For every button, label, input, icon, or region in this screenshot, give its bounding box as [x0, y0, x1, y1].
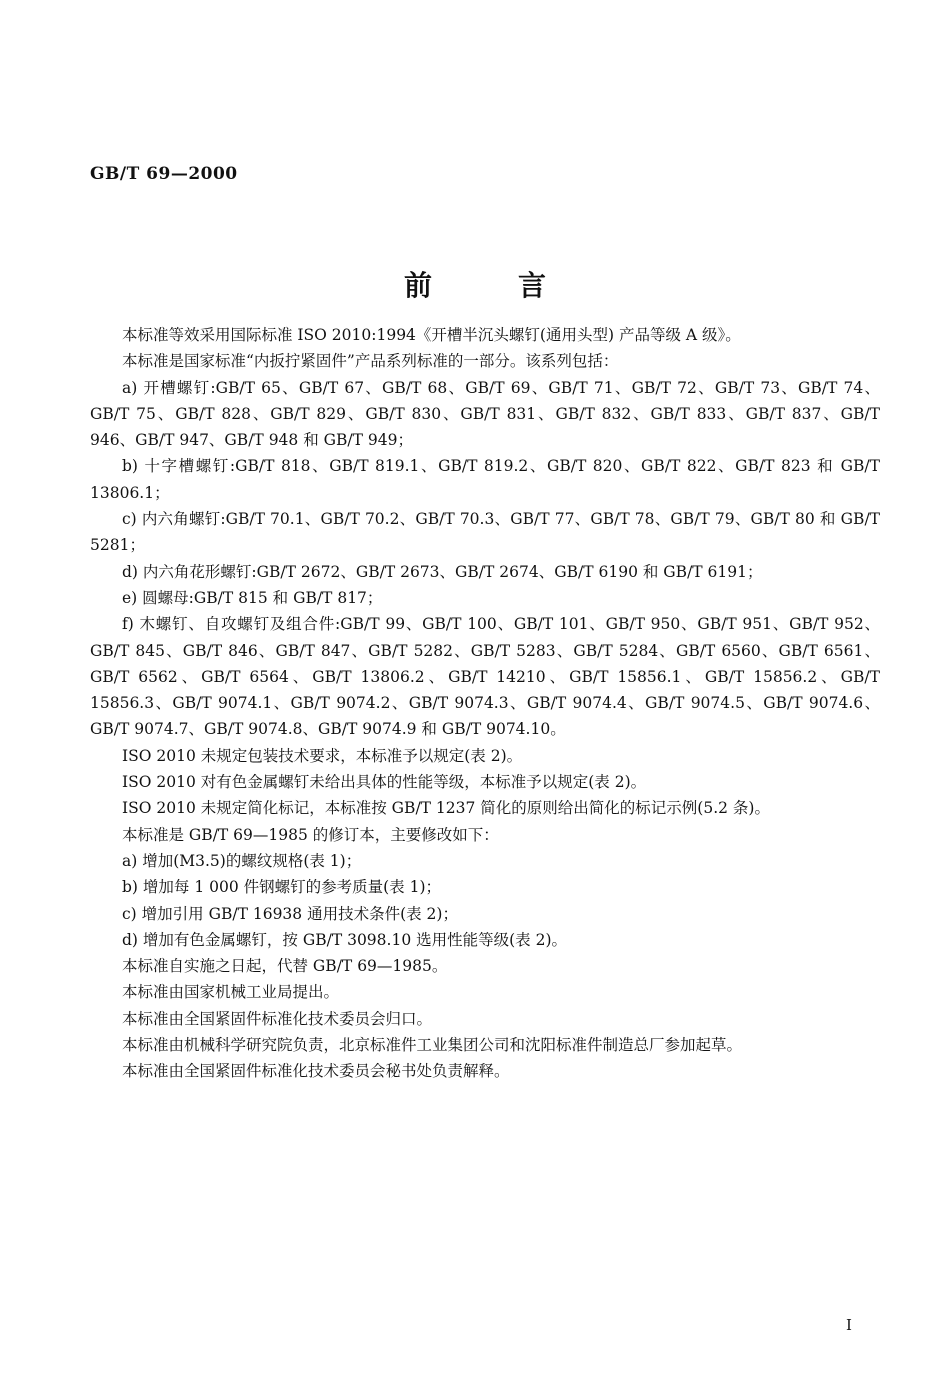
paragraph-drafted-by: 本标准由机械科学研究院负责，北京标准件工业集团公司和沈阳标准件制造总厂参加起草。 — [122, 1036, 743, 1055]
paragraph-replaces: 本标准自实施之日起，代替 GB/T 69—1985。 — [122, 957, 448, 976]
paragraph-proposed-by: 本标准由国家机械工业局提出。 — [122, 983, 340, 1002]
list-item-hexalobular-socket-screws: d) 内六角花形螺钉:GB/T 2672、GB/T 2673、GB/T 2674、GB/T 6190 和 GB/T 6191； — [122, 562, 763, 581]
list-item-hexagon-socket-screws: c) 内六角螺钉:GB/T 70.1、GB/T 70.2、GB/T 70.3、GB/T 77、GB/T 78、GB/T 79、GB/T 80 和 GB/T 5281； — [90, 510, 880, 555]
page-number: I — [846, 1316, 852, 1334]
list-item-round-nuts: e) 圆螺母:GB/T 815 和 GB/T 817； — [122, 588, 383, 607]
list-item-change-b: b) 增加每 1 000 件钢螺钉的参考质量(表 1)； — [122, 878, 442, 897]
list-item-cross-recessed-screws: b) 十字槽螺钉:GB/T 818、GB/T 819.1、GB/T 819.2、GB/T 820、GB/T 822、GB/T 823 和 GB/T 13806.1； — [90, 457, 880, 502]
foreword-body — [90, 322, 880, 1085]
list-item-slotted-screws: a) 开槽螺钉:GB/T 65、GB/T 67、GB/T 68、GB/T 69、GB/T 71、GB/T 72、GB/T 73、GB/T 74、GB/T 75、GB/T 828、GB/T 829、GB/T 830、GB/T 831、GB/T 832、GB/T 833、GB/T 837、GB/T 946、GB/T 947、GB/T 948 和 GB/T 949； — [90, 378, 880, 450]
standard-code: GB/T 69—2000 — [90, 164, 238, 184]
page-title: 前言 — [403, 269, 632, 302]
paragraph-adoption: 本标准等效采用国际标准 ISO 2010:1994《开槽半沉头螺钉(通用头型) 产品等级 A 级》。 — [122, 326, 741, 344]
paragraph-series-intro: 本标准是国家标准“内扳拧紧固件”产品系列标准的一部分。该系列包括： — [122, 352, 619, 371]
paragraph-marking: ISO 2010 未规定简化标记，本标准按 GB/T 1237 简化的原则给出简化的标记示例(5.2 条)。 — [122, 799, 770, 818]
list-item-wood-tapping-screws: f) 木螺钉、自攻螺钉及组合件:GB/T 99、GB/T 100、GB/T 101、GB/T 950、GB/T 951、GB/T 952、GB/T 845、GB/T 846、GB/T 847、GB/T 5282、GB/T 5283、GB/T 5284、GB/T 6560、GB/T 6561、GB/T 6562、GB/T 6564、GB/T 13806.2、GB/T 14210、GB/T 15856.1、GB/T 15856.2、GB/T 15856.3、GB/T 9074.1、GB/T 9074.2、GB/T 9074.3、GB/T 9074.4、GB/T 9074.5、GB/T 9074.6、GB/T 9074.7、GB/T 9074.8、GB/T 9074.9 和 GB/T 9074.10。 — [90, 615, 880, 739]
list-item-change-a: a) 增加(M3.5)的螺纹规格(表 1)； — [122, 851, 362, 870]
paragraph-property-class: ISO 2010 对有色金属螺钉未给出具体的性能等级，本标准予以规定(表 2)。 — [122, 773, 647, 792]
paragraph-revision: 本标准是 GB/T 69—1985 的修订本，主要修改如下： — [122, 825, 499, 844]
paragraph-interpreted-by: 本标准由全国紧固件标准化技术委员会秘书处负责解释。 — [122, 1062, 510, 1081]
list-item-change-d: d) 增加有色金属螺钉，按 GB/T 3098.10 选用性能等级(表 2)。 — [122, 930, 567, 949]
paragraph-packaging: ISO 2010 未规定包装技术要求，本标准予以规定(表 2)。 — [122, 746, 523, 765]
paragraph-centralized-by: 本标准由全国紧固件标准化技术委员会归口。 — [122, 1009, 433, 1028]
list-item-change-c: c) 增加引用 GB/T 16938 通用技术条件(表 2)； — [122, 904, 458, 923]
